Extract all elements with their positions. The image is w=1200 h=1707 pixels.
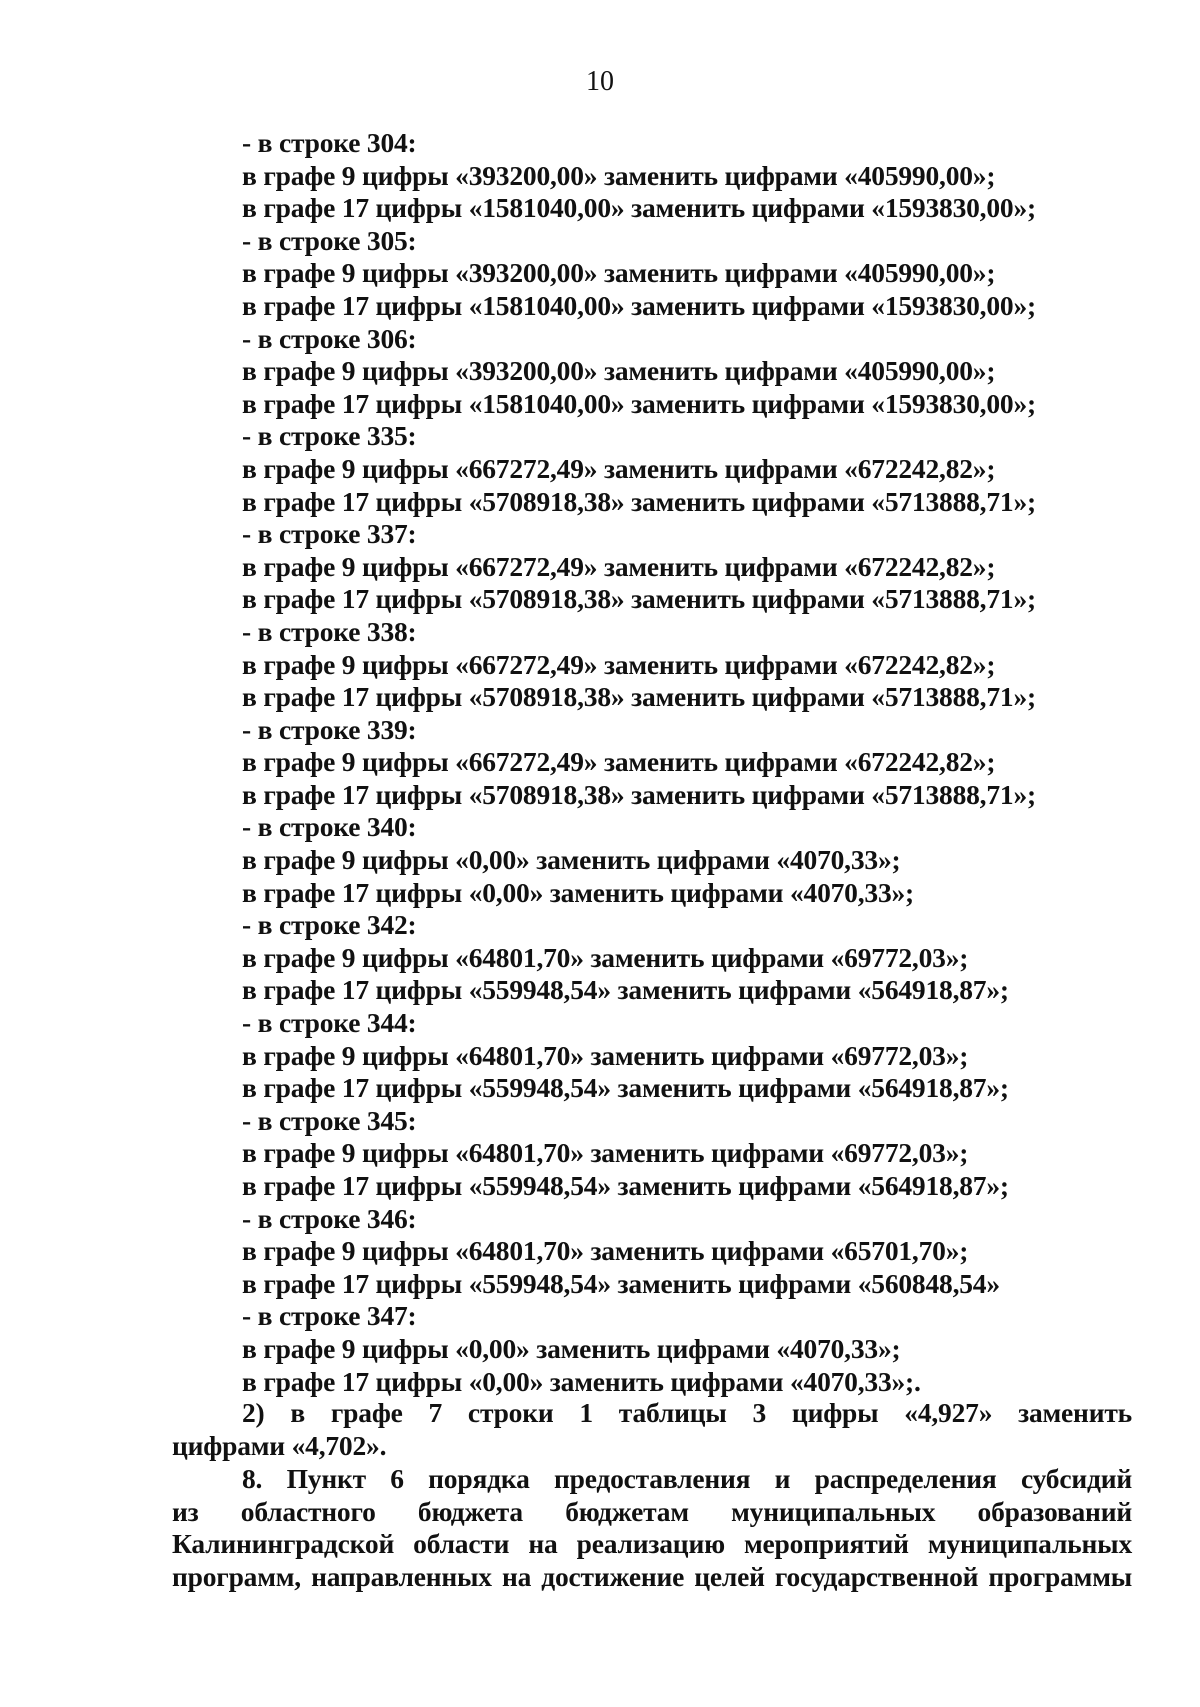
amendment-line: в графе 17 цифры «559948,54» заменить цифрами «564918,87»; xyxy=(242,1072,1009,1104)
amendment-line: в графе 9 цифры «667272,49» заменить цифрами «672242,82»; xyxy=(242,746,996,778)
item-8-paragraph xyxy=(172,1463,1132,1593)
item-8-line-1: 8. Пункт 6 порядка предоставления и распределения субсидий xyxy=(242,1463,1132,1494)
amendment-line: в графе 17 цифры «1581040,00» заменить цифрами «1593830,00»; xyxy=(242,387,1036,419)
amendment-line: - в строке 345: xyxy=(242,1104,417,1136)
amendment-line: в графе 17 цифры «559948,54» заменить цифрами «564918,87»; xyxy=(242,974,1009,1006)
amendment-line: - в строке 306: xyxy=(242,322,417,354)
amendment-line: в графе 9 цифры «64801,70» заменить цифрами «65701,70»; xyxy=(242,1235,969,1267)
item-2-line-1: 2) в графе 7 строки 1 таблицы 3 цифры «4,927» заменить xyxy=(242,1397,1132,1428)
item-2-paragraph xyxy=(172,1397,1132,1462)
amendment-line: в графе 9 цифры «393200,00» заменить цифрами «405990,00»; xyxy=(242,159,996,191)
amendment-line: в графе 9 цифры «393200,00» заменить цифрами «405990,00»; xyxy=(242,355,996,387)
amendment-line: в графе 9 цифры «64801,70» заменить цифрами «69772,03»; xyxy=(242,1039,969,1071)
amendment-line: в графе 9 цифры «667272,49» заменить цифрами «672242,82»; xyxy=(242,452,996,484)
amendment-line: в графе 9 цифры «64801,70» заменить цифрами «69772,03»; xyxy=(242,941,969,973)
amendment-line: в графе 17 цифры «559948,54» заменить цифрами «564918,87»; xyxy=(242,1170,1009,1201)
amendment-line: в графе 17 цифры «5708918,38» заменить цифрами «5713888,71»; xyxy=(242,583,1036,615)
amendment-line: - в строке 335: xyxy=(242,420,417,452)
amendment-line: в графе 9 цифры «0,00» заменить цифрами «4070,33»; xyxy=(242,1332,901,1364)
amendment-list xyxy=(242,127,1102,1398)
amendment-line: - в строке 340: xyxy=(242,811,417,843)
amendment-line: - в строке 337: xyxy=(242,518,417,550)
item-2-line-2: цифрами «4,702». xyxy=(172,1429,387,1461)
item-8-line-3: Калининградской области на реализацию мероприятий муниципальных xyxy=(172,1528,1132,1560)
amendment-line: в графе 17 цифры «559948,54» заменить цифрами «560848,54» xyxy=(242,1267,1000,1299)
amendment-line: в графе 9 цифры «667272,49» заменить цифрами «672242,82»; xyxy=(242,648,996,680)
amendment-line: - в строке 339: xyxy=(242,713,417,745)
amendment-line: в графе 9 цифры «667272,49» заменить цифрами «672242,82»; xyxy=(242,550,996,582)
amendment-line: - в строке 347: xyxy=(242,1300,417,1332)
amendment-line: в графе 17 цифры «1581040,00» заменить цифрами «1593830,00»; xyxy=(242,192,1036,224)
amendment-line: в графе 9 цифры «393200,00» заменить цифрами «405990,00»; xyxy=(242,257,996,289)
amendment-line: - в строке 305: xyxy=(242,224,417,256)
item-8-line-4: программ, направленных на достижение целей государственной программы xyxy=(172,1560,1132,1592)
amendment-line: - в строке 344: xyxy=(242,1007,417,1039)
amendment-line: - в строке 304: xyxy=(242,127,417,158)
amendment-line: в графе 17 цифры «0,00» заменить цифрами «4070,33»; xyxy=(242,876,914,908)
amendment-line: - в строке 338: xyxy=(242,615,417,647)
page-number: 10 xyxy=(586,66,614,97)
amendment-line: - в строке 342: xyxy=(242,909,417,941)
amendment-line: в графе 9 цифры «0,00» заменить цифрами «4070,33»; xyxy=(242,844,901,876)
amendment-line: в графе 17 цифры «0,00» заменить цифрами «4070,33»;. xyxy=(242,1365,921,1397)
amendment-line: - в строке 346: xyxy=(242,1202,417,1234)
amendment-line: в графе 17 цифры «5708918,38» заменить цифрами «5713888,71»; xyxy=(242,778,1036,810)
amendment-line: в графе 9 цифры «64801,70» заменить цифрами «69772,03»; xyxy=(242,1137,969,1169)
amendment-line: в графе 17 цифры «5708918,38» заменить цифрами «5713888,71»; xyxy=(242,681,1036,713)
item-8-line-2: из областного бюджета бюджетам муниципальных образований xyxy=(172,1495,1132,1527)
amendment-line: в графе 17 цифры «1581040,00» заменить цифрами «1593830,00»; xyxy=(242,289,1036,321)
amendment-line: в графе 17 цифры «5708918,38» заменить цифрами «5713888,71»; xyxy=(242,485,1036,517)
